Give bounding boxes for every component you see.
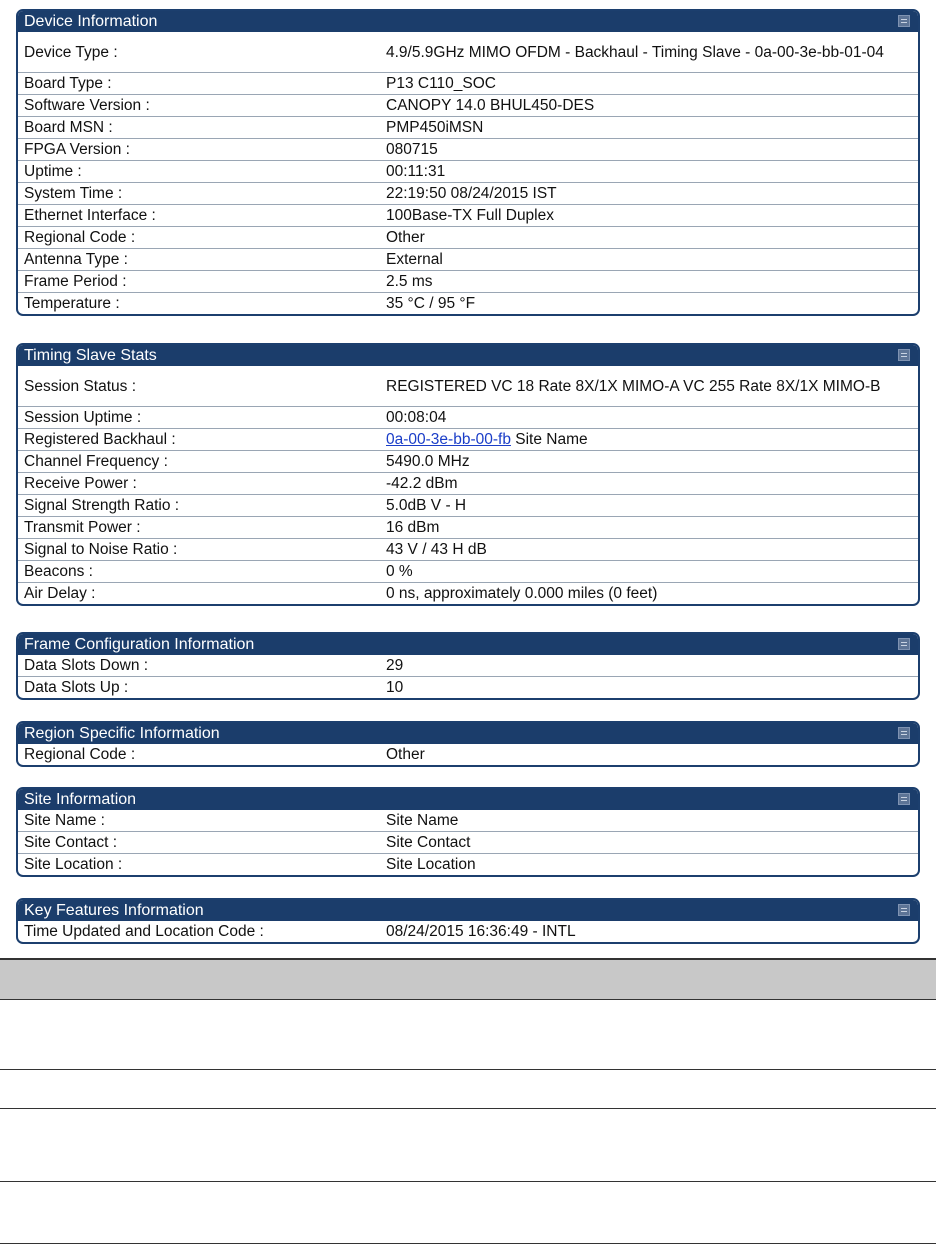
row-label: Ethernet Interface : — [18, 205, 380, 227]
collapse-icon[interactable] — [898, 727, 910, 739]
table-row — [18, 517, 918, 539]
row-label: Regional Code : — [18, 227, 380, 249]
row-value: Other — [380, 227, 918, 249]
row-value: 00:08:04 — [380, 407, 918, 429]
row-label: Software Version : — [18, 95, 380, 117]
row-value: 4.9/5.9GHz MIMO OFDM - Backhaul - Timing Slave - 0a-00-3e-bb-01-04 — [386, 43, 884, 61]
row-value: Site Location — [380, 854, 918, 876]
row-value: REGISTERED VC 18 Rate 8X/1X MIMO-A VC 255 Rate 8X/1X MIMO-B — [386, 377, 881, 395]
row-value: 5490.0 MHz — [380, 451, 918, 473]
row-value: 2.5 ms — [380, 271, 918, 293]
table-row — [18, 366, 918, 407]
row-label: Receive Power : — [18, 473, 380, 495]
row-value: Site Contact — [380, 832, 918, 854]
row-label: Uptime : — [18, 161, 380, 183]
document-table-row — [0, 1109, 936, 1182]
table-row — [18, 139, 918, 161]
table-row — [18, 32, 918, 73]
row-label: Data Slots Up : — [18, 677, 380, 699]
row-label: Channel Frequency : — [18, 451, 380, 473]
table-row — [18, 227, 918, 249]
collapse-icon[interactable] — [898, 15, 910, 27]
panel-header — [18, 789, 918, 810]
row-value: 0 ns, approximately 0.000 miles (0 feet) — [380, 583, 918, 605]
table-row — [18, 744, 918, 765]
row-value: PMP450iMSN — [380, 117, 918, 139]
row-label: Data Slots Down : — [24, 657, 149, 674]
row-value: 100Base-TX Full Duplex — [380, 205, 918, 227]
site-table — [18, 810, 918, 875]
table-row — [18, 205, 918, 227]
collapse-icon[interactable] — [898, 793, 910, 805]
panel-title: Site Information — [24, 791, 137, 808]
row-value: External — [380, 249, 918, 271]
table-row — [18, 921, 918, 942]
table-row — [18, 249, 918, 271]
row-label: Device Type : — [24, 43, 118, 61]
table-row — [18, 539, 918, 561]
row-value: 35 °C / 95 °F — [380, 293, 918, 315]
row-label: Signal to Noise Ratio : — [18, 539, 380, 561]
table-row — [18, 655, 918, 677]
table-row — [18, 161, 918, 183]
collapse-icon[interactable] — [898, 638, 910, 650]
panel-title: Device Information — [24, 13, 158, 30]
panel-title: Key Features Information — [24, 902, 204, 919]
row-label: Site Name : — [24, 812, 105, 829]
panel-title: Region Specific Information — [24, 725, 220, 742]
panel-header — [18, 345, 918, 366]
table-row — [18, 832, 918, 854]
table-row — [18, 429, 918, 451]
row-value: 08/24/2015 16:36:49 - INTL — [386, 923, 576, 940]
row-label: Beacons : — [18, 561, 380, 583]
row-label: Site Location : — [18, 854, 380, 876]
row-label: Transmit Power : — [18, 517, 380, 539]
panel-title: Timing Slave Stats — [24, 347, 157, 364]
row-value: 10 — [380, 677, 918, 699]
table-row — [18, 293, 918, 315]
panel-header — [18, 900, 918, 921]
row-label: Session Status : — [24, 377, 137, 395]
table-row — [18, 451, 918, 473]
row-value: 080715 — [380, 139, 918, 161]
table-row — [18, 583, 918, 605]
row-label: Air Delay : — [18, 583, 380, 605]
row-value: 5.0dB V - H — [380, 495, 918, 517]
timing-stats-table — [18, 366, 918, 604]
key-features-table — [18, 921, 918, 942]
panel-header — [18, 723, 918, 744]
row-label: Registered Backhaul : — [18, 429, 380, 451]
region-table — [18, 744, 918, 765]
region-specific-panel — [16, 721, 920, 767]
table-row — [18, 117, 918, 139]
site-information-panel — [16, 787, 920, 877]
table-row — [18, 561, 918, 583]
row-value: P13 C110_SOC — [380, 73, 918, 95]
row-value: 43 V / 43 H dB — [380, 539, 918, 561]
table-row — [18, 407, 918, 429]
row-label: Time Updated and Location Code : — [24, 923, 264, 940]
table-row — [18, 473, 918, 495]
registered-backhaul-link[interactable]: 0a-00-3e-bb-00-fb — [386, 431, 511, 448]
row-label: Board MSN : — [18, 117, 380, 139]
row-value: -42.2 dBm — [380, 473, 918, 495]
row-value: 0 % — [380, 561, 918, 583]
panel-header — [18, 634, 918, 655]
row-value: 00:11:31 — [380, 161, 918, 183]
row-value: 29 — [386, 657, 404, 674]
document-table-row — [0, 1070, 936, 1109]
table-row — [18, 271, 918, 293]
device-info-table — [18, 32, 918, 314]
row-label: System Time : — [18, 183, 380, 205]
row-label: FPGA Version : — [18, 139, 380, 161]
row-label: Board Type : — [18, 73, 380, 95]
collapse-icon[interactable] — [898, 904, 910, 916]
table-row — [18, 677, 918, 699]
table-row — [18, 183, 918, 205]
row-value — [380, 429, 918, 451]
document-table — [0, 958, 936, 1244]
document-table-row — [0, 1000, 936, 1070]
backhaul-site-name: Site Name — [510, 431, 588, 448]
row-value: Other — [386, 746, 425, 763]
table-row — [18, 95, 918, 117]
table-row — [18, 73, 918, 95]
device-information-panel — [16, 9, 920, 316]
frame-configuration-panel — [16, 632, 920, 700]
row-label: Temperature : — [18, 293, 380, 315]
row-label: Antenna Type : — [18, 249, 380, 271]
row-value: 16 dBm — [380, 517, 918, 539]
table-row — [18, 495, 918, 517]
row-value: 22:19:50 08/24/2015 IST — [380, 183, 918, 205]
panel-title: Frame Configuration Information — [24, 636, 255, 653]
panel-header — [18, 11, 918, 32]
document-table-header — [0, 958, 936, 1000]
document-table-row — [0, 1182, 936, 1244]
row-label: Site Contact : — [18, 832, 380, 854]
row-label: Frame Period : — [18, 271, 380, 293]
row-value: CANOPY 14.0 BHUL450-DES — [380, 95, 918, 117]
row-label: Regional Code : — [24, 746, 136, 763]
collapse-icon[interactable] — [898, 349, 910, 361]
row-label: Signal Strength Ratio : — [18, 495, 380, 517]
table-row — [18, 810, 918, 832]
table-row — [18, 854, 918, 876]
timing-slave-stats-panel — [16, 343, 920, 606]
row-label: Session Uptime : — [18, 407, 380, 429]
key-features-panel — [16, 898, 920, 944]
row-value: Site Name — [386, 812, 459, 829]
frame-config-table — [18, 655, 918, 698]
